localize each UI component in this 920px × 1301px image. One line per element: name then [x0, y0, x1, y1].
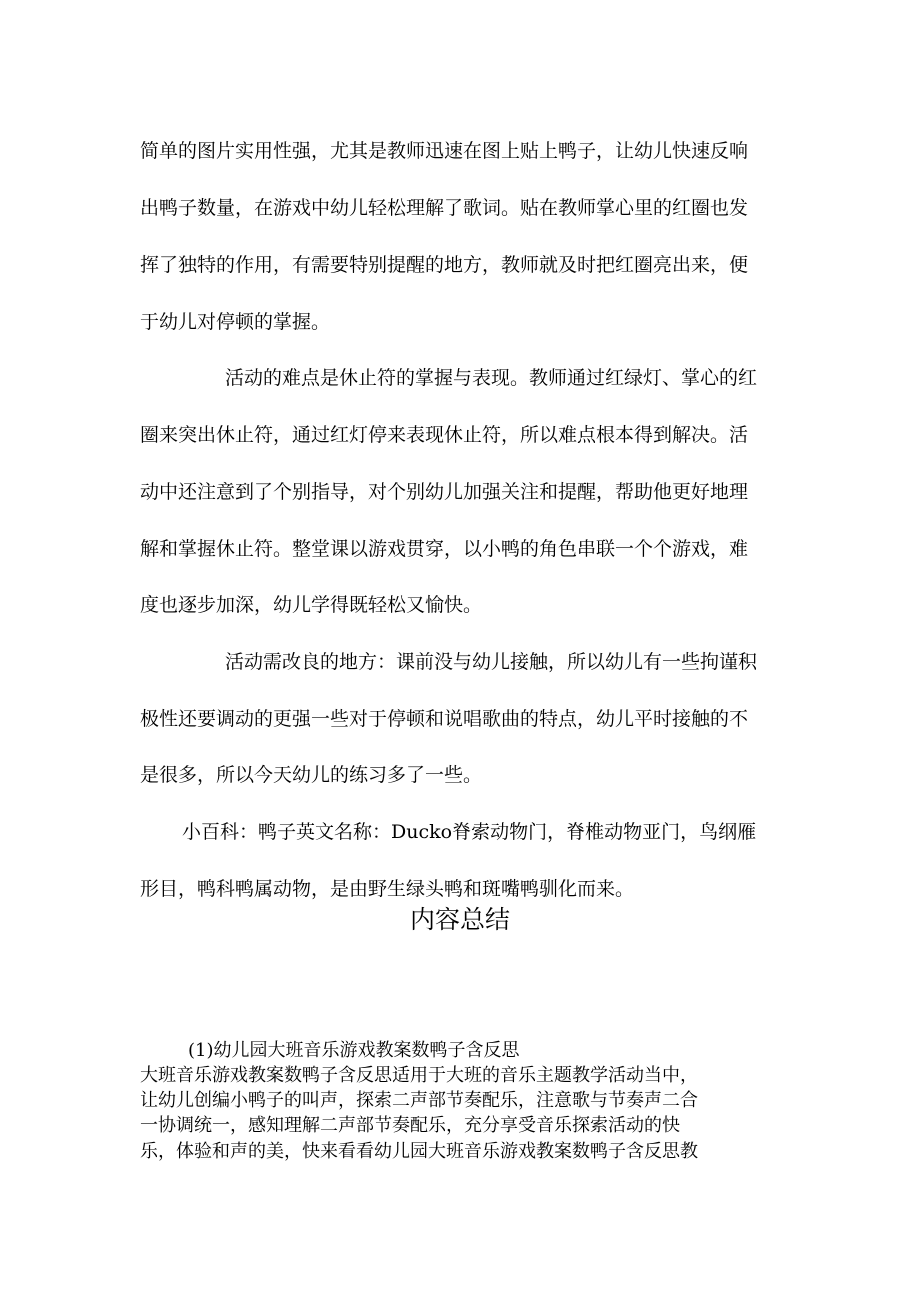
- summary-line: 一协调统一，感知理解二声部节奏配乐，充分享受音乐探索活动的快: [140, 1115, 680, 1136]
- body-line: 活动需改良的地方：课前没与幼儿接触，所以幼儿有一些拘谨积: [225, 651, 758, 673]
- body-line: 形目，鸭科鸭属动物，是由野生绿头鸭和斑嘴鸭驯化而来。: [140, 878, 635, 900]
- body-line: 简单的图片实用性强，尤其是教师迅速在图上贴上鸭子，让幼儿快速反响: [140, 140, 749, 162]
- body-line: 动中还注意到了个别指导，对个别幼儿加强关注和提醒，帮助他更好地理: [140, 481, 749, 503]
- body-line: 圈来突出休止符，通过红灯停来表现休止符，所以难点根本得到解决。活: [140, 424, 749, 446]
- summary-title: 内容总结: [409, 905, 510, 934]
- summary-heading: (1)幼儿园大班音乐游戏教案数鸭子含反思: [188, 1040, 520, 1061]
- body-line: 极性还要调动的更强一些对于停顿和说唱歌曲的特点，幼儿平时接触的不: [140, 708, 749, 730]
- summary-line: 大班音乐游戏教案数鸭子含反思适用于大班的音乐主题教学活动当中，: [140, 1065, 698, 1086]
- summary-line: 让幼儿创编小鸭子的叫声，探索二声部节奏配乐，注意歌与节奏声二合: [140, 1090, 698, 1111]
- body-line: 出鸭子数量，在游戏中幼儿轻松理解了歌词。贴在教师掌心里的红圈也发: [140, 197, 749, 219]
- body-line: 是很多，所以今天幼儿的练习多了一些。: [140, 764, 483, 786]
- body-line: 活动的难点是休止符的掌握与表现。教师通过红绿灯、掌心的红: [225, 367, 758, 389]
- body-line: 小百科：鸭子英文名称：Ducko脊索动物门，脊椎动物亚门，鸟纲雁: [182, 821, 757, 843]
- body-line: 挥了独特的作用，有需要特别提醒的地方，教师就及时把红圈亮出来，便: [140, 254, 749, 276]
- body-line: 于幼儿对停顿的掌握。: [140, 311, 331, 333]
- body-line: 解和掌握休止符。整堂课以游戏贯穿，以小鸭的角色串联一个个游戏，难: [140, 538, 749, 560]
- body-line: 度也逐步加深，幼儿学得既轻松又愉快。: [140, 594, 483, 616]
- summary-line: 乐，体验和声的美，快来看看幼儿园大班音乐游戏教案数鸭子含反思教: [140, 1141, 698, 1162]
